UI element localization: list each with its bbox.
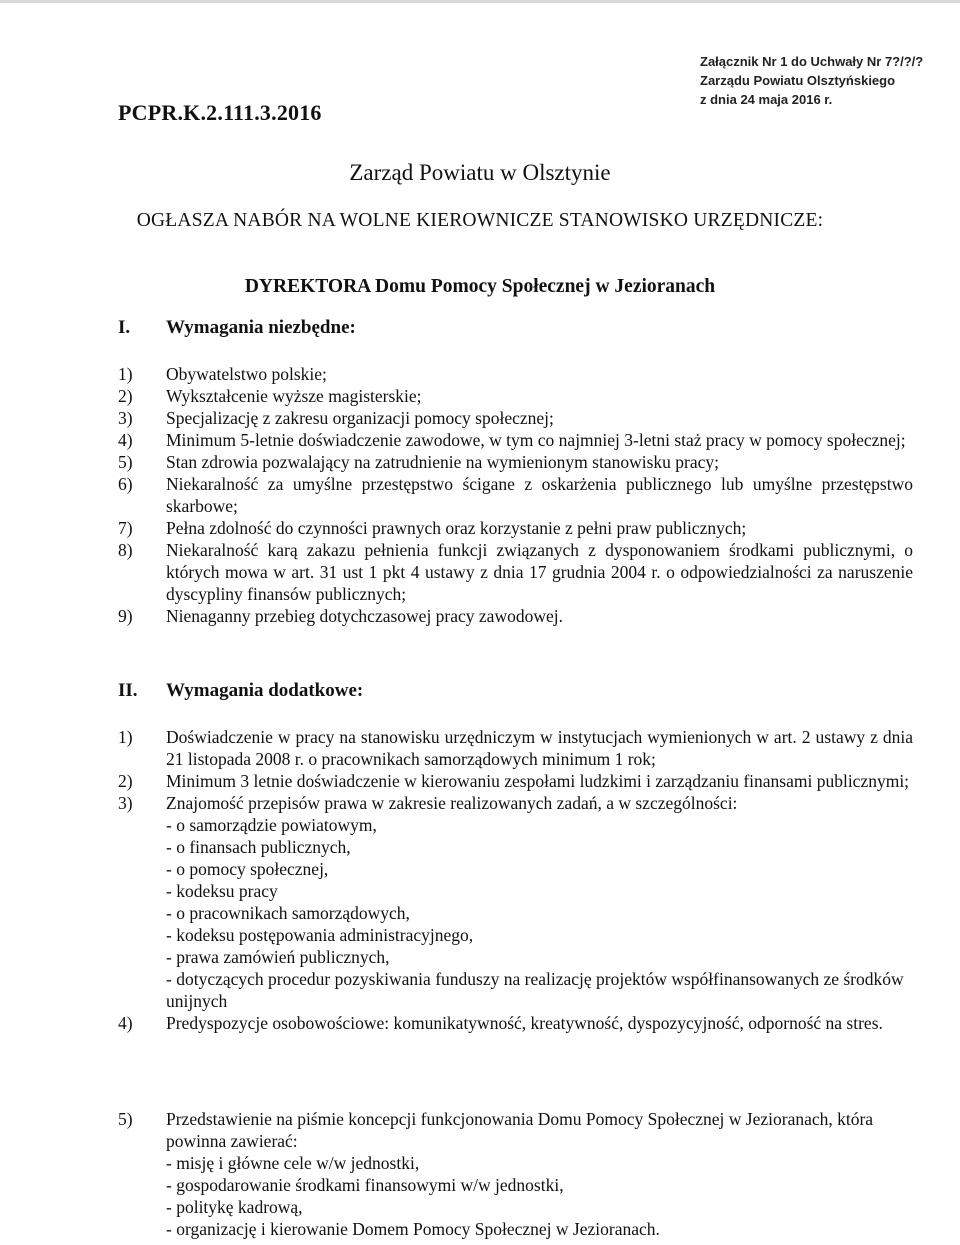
- document-subtitle: OGŁASZA NABÓR NA WOLNE KIEROWNICZE STANOWISKO URZĘDNICZE:: [136, 210, 824, 231]
- annex-line: Załącznik Nr 1 do Uchwały Nr 7?/?/?: [700, 54, 924, 69]
- item-number: 1): [118, 364, 133, 384]
- position-title: DYREKTORA Domu Pomocy Społecznej w Jezioranach: [244, 276, 716, 297]
- item-number: 8): [118, 540, 133, 560]
- item-number: 6): [118, 474, 133, 494]
- item-text: Minimum 3 letnie doświadczenie w kierowaniu zespołami ludzkimi i zarządzaniu finansami publicznymi;: [166, 771, 910, 791]
- list-item: [118, 792, 913, 1012]
- sub-item: - kodeksu postępowania administracyjnego,: [166, 925, 474, 945]
- item-text: Nienaganny przebieg dotychczasowej pracy zawodowej.: [166, 606, 563, 626]
- sub-item: - kodeksu pracy: [166, 881, 278, 901]
- sub-item: - o finansach publicznych,: [166, 837, 351, 857]
- section-heading-required: [118, 317, 356, 339]
- sub-item: - misję i główne cele w/w jednostki,: [166, 1153, 420, 1173]
- item-text: Wykształcenie wyższe magisterskie;: [166, 386, 422, 406]
- item-number: 9): [118, 606, 133, 626]
- item-text: Przedstawienie na piśmie koncepcji funkcjonowania Domu Pomocy Społecznej w Jezioranach, która powinna zawierać:: [166, 1109, 874, 1151]
- item-text: Minimum 5-letnie doświadczenie zawodowe, w tym co najmniej 3-letni staż pracy w pomocy społecznej;: [166, 430, 906, 450]
- sub-item: - o samorządzie powiatowym,: [166, 815, 377, 835]
- list-item: [118, 473, 913, 517]
- required-list: [118, 363, 913, 627]
- sub-item: - o pracownikach samorządowych,: [166, 903, 410, 923]
- item-number: 4): [118, 430, 133, 450]
- sub-item: - dotyczących procedur pozyskiwania funduszy na realizację projektów współfinansowanych ze środków unijnych: [166, 969, 904, 1011]
- item-text: Niekaralność za umyślne przestępstwo ścigane z oskarżenia publicznego lub umyślne przestępstwo skarbowe;: [166, 474, 913, 516]
- annex-line: Zarządu Powiatu Olsztyńskiego: [700, 73, 896, 88]
- item-text: Pełna zdolność do czynności prawnych oraz korzystanie z pełni praw publicznych;: [166, 518, 747, 538]
- section-title: Wymagania niezbędne:: [166, 317, 356, 338]
- item-number: 3): [118, 408, 133, 428]
- item-text: Niekaralność karą zakazu pełnienia funkcji związanych z dysponowaniem środkami publicznymi, o których mowa w art. 31 ust 1 pkt 4 ustawy z dnia 17 grudnia 2004 r. o odpowiedzialności za naruszenie dyscypliny finansów publicznych;: [166, 540, 913, 604]
- item-number: 2): [118, 386, 133, 406]
- item-number: 2): [118, 771, 133, 791]
- list-item: [118, 385, 913, 407]
- list-item: [118, 770, 913, 792]
- item-number: 4): [118, 1013, 133, 1033]
- list-item: [118, 451, 913, 473]
- item-text: Obywatelstwo polskie;: [166, 364, 327, 384]
- item-text: Znajomość przepisów prawa w zakresie realizowanych zadań, a w szczególności:: [166, 793, 738, 813]
- section-number: I.: [118, 317, 131, 338]
- sub-item: - prawa zamówień publicznych,: [166, 947, 390, 967]
- document-title: Zarząd Powiatu w Olsztynie: [349, 160, 611, 185]
- sub-item: - organizację i kierowanie Domem Pomocy Społecznej w Jezioranach.: [166, 1219, 660, 1239]
- item-number: 5): [118, 1109, 133, 1129]
- list-item: [118, 429, 913, 451]
- item-text: Doświadczenie w pracy na stanowisku urzędniczym w instytucjach wymienionych w art. 2 ustawy z dnia 21 listopada 2008 r. o pracownikach samorządowych minimum 1 rok;: [166, 727, 913, 769]
- item-number: 7): [118, 518, 133, 538]
- item-text: Predyspozycje osobowościowe: komunikatywność, kreatywność, dyspozycyjność, odporność na stres.: [166, 1013, 883, 1033]
- list-item: [118, 517, 913, 539]
- item-number: 1): [118, 727, 133, 747]
- section-number: II.: [118, 680, 138, 701]
- item-text: Stan zdrowia pozwalający na zatrudnienie na wymienionym stanowisku pracy;: [166, 452, 720, 472]
- list-item: [118, 539, 913, 605]
- reference-number: PCPR.K.2.111.3.2016: [118, 100, 322, 125]
- annex-note: [700, 52, 923, 109]
- sub-item: - gospodarowanie środkami finansowymi w/w jednostki,: [166, 1175, 564, 1195]
- list-item: [118, 407, 913, 429]
- annex-line: z dnia 24 maja 2016 r.: [700, 92, 833, 107]
- list-item: [118, 1108, 913, 1240]
- item-number: 5): [118, 452, 133, 472]
- list-item: [118, 726, 913, 770]
- sub-item: - politykę kadrową,: [166, 1197, 303, 1217]
- section-title: Wymagania dodatkowe:: [166, 680, 364, 701]
- list-item: [118, 363, 913, 385]
- item-number: 3): [118, 793, 133, 813]
- item-text: Specjalizację z zakresu organizacji pomocy społecznej;: [166, 408, 554, 428]
- section-heading-additional: [118, 680, 363, 702]
- list-item: [118, 605, 913, 627]
- scan-edge-line: [0, 0, 960, 3]
- list-item: [118, 1012, 913, 1034]
- additional-list: [118, 726, 913, 1034]
- sub-item: - o pomocy społecznej,: [166, 859, 329, 879]
- additional-list-continued: [118, 1108, 913, 1240]
